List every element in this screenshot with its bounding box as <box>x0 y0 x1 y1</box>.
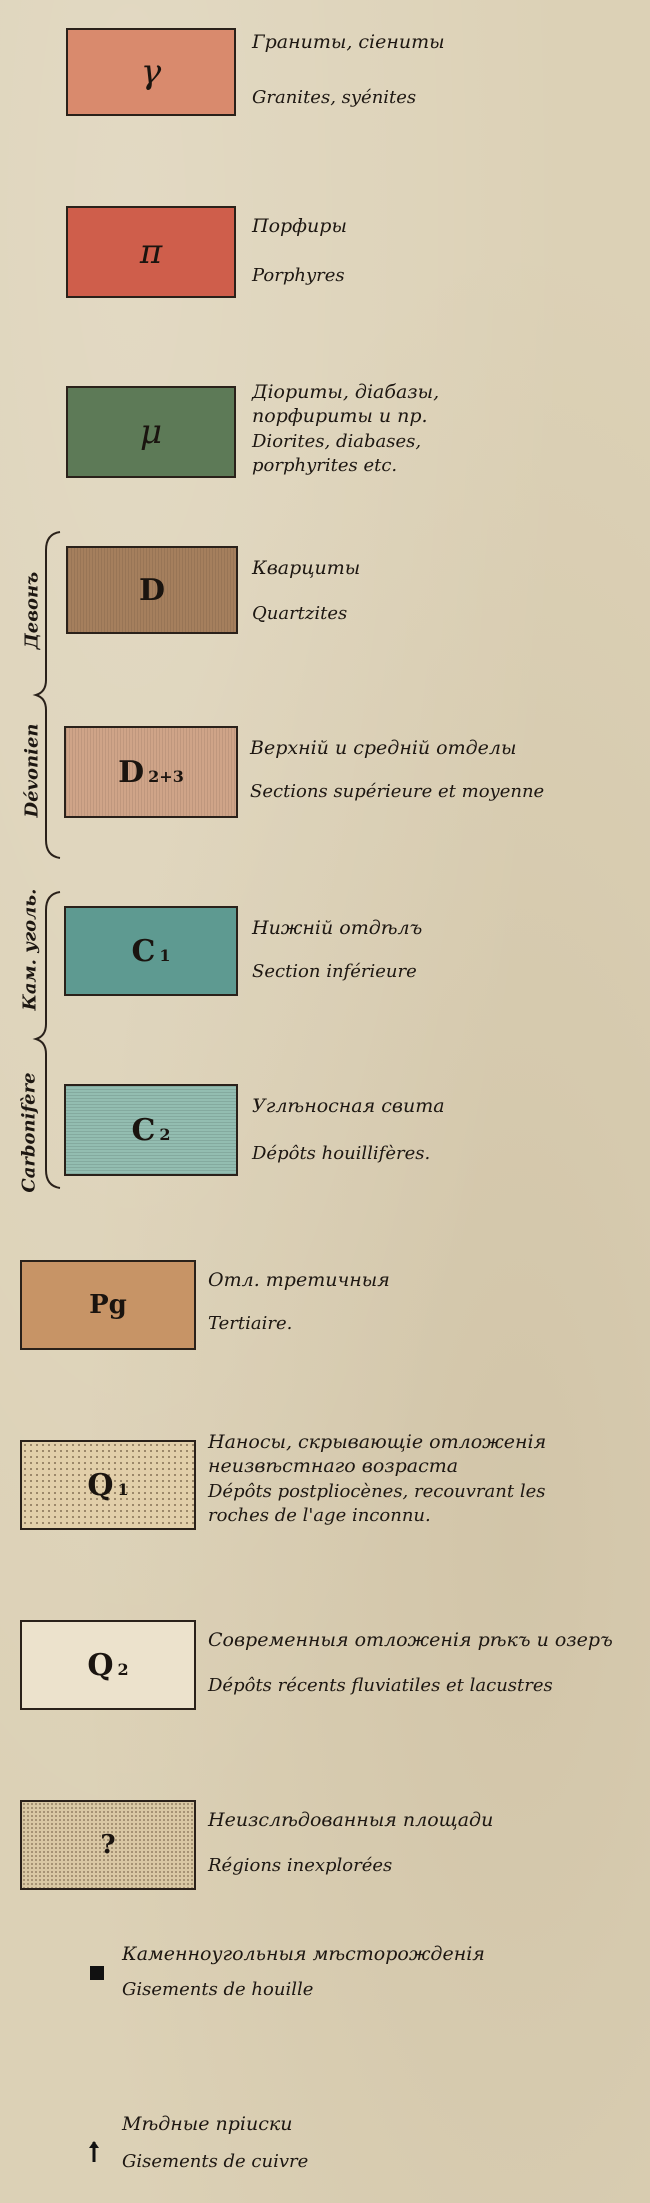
diorite-swatch <box>66 386 236 478</box>
tertiary-swatch <box>20 1260 196 1350</box>
devonian-group-label-fr: Dévonien <box>21 723 43 818</box>
unexplored-label-ru: Неизслѣдованныя площади <box>208 1809 494 1831</box>
tertiary-label-ru: Отл. третичныя <box>208 1269 390 1291</box>
swatch-subscript: 2 <box>117 1659 129 1679</box>
porphyry-label-ru: Порфиры <box>252 215 347 237</box>
recent-deposits-label-ru: Современныя отложенія рѣкъ и озеръ <box>208 1629 613 1651</box>
swatch-subscript: 1 <box>117 1479 129 1499</box>
devonian-brace <box>34 530 64 860</box>
diorite-label-ru: Діориты, діабазы, <box>252 381 440 403</box>
carboniferous-lower-swatch <box>64 906 238 996</box>
carboniferous-group-label-ru: Кам. уголь. <box>19 888 41 1011</box>
swatch-symbol: D <box>138 572 165 608</box>
copper-deposit-label-ru: Мѣдные пріиски <box>122 2113 293 2135</box>
carboniferous-group-label-fr: Carbonifère <box>18 1072 40 1193</box>
devonian-group-label-ru: Девонъ <box>21 571 43 650</box>
swatch-symbol: C <box>131 933 156 969</box>
coal-deposit-label-ru: Каменноугольныя мѣсторожденія <box>122 1943 485 1965</box>
quartzite-label-ru: Кварциты <box>252 557 361 579</box>
swatch-symbol: Pg <box>89 1290 127 1320</box>
porphyry-swatch <box>66 206 236 298</box>
diorite-label-fr: Diorites, diabases, <box>252 431 422 452</box>
postpliocene-label-ru: Наносы, скрывающіе отложенія <box>208 1431 547 1453</box>
swatch-symbol: π <box>139 232 163 272</box>
granite-label-ru: Граниты, сіениты <box>252 31 445 53</box>
diorite-label-fr-2: porphyrites etc. <box>252 455 398 476</box>
postpliocene-label-fr: Dépôts postpliocènes, recouvrant les <box>208 1481 546 1502</box>
coal-deposit-label-fr: Gisements de houille <box>122 1979 314 2000</box>
quartzite-label-fr: Quartzites <box>252 603 348 624</box>
coal-measures-label-fr: Dépôts houillifères. <box>252 1143 431 1164</box>
porphyry-label-fr: Porphyres <box>252 265 345 286</box>
granite-label-fr: Granites, syénites <box>252 87 417 108</box>
coal-measures-swatch <box>64 1084 238 1176</box>
arrow-icon <box>88 2140 100 2164</box>
swatch-symbol: C <box>131 1112 156 1148</box>
diorite-label-ru-2: порфириты и пр. <box>252 405 428 427</box>
carboniferous-brace <box>34 890 64 1190</box>
devonian-upper-middle-label-fr: Sections supérieure et moyenne <box>250 781 545 802</box>
devonian-upper-middle-label-ru: Верхній и средній отделы <box>250 737 517 759</box>
black-square-icon <box>90 1966 104 1980</box>
recent-deposits-label-fr: Dépôts récents fluviatiles et lacustres <box>208 1675 553 1696</box>
carboniferous-lower-label-fr: Section inférieure <box>252 961 417 982</box>
swatch-symbol: γ <box>140 52 162 92</box>
swatch-subscript: 2+3 <box>148 766 184 786</box>
quartzite-swatch <box>66 546 238 634</box>
swatch-symbol: ? <box>100 1830 116 1860</box>
tertiary-label-fr: Tertiaire. <box>208 1313 293 1334</box>
swatch-subscript: 1 <box>159 945 171 965</box>
swatch-subscript: 2 <box>159 1124 171 1144</box>
postpliocene-swatch <box>20 1440 196 1530</box>
postpliocene-label-ru-2: неизвѣстнаго возраста <box>208 1455 459 1477</box>
unexplored-label-fr: Régions inexplorées <box>208 1855 393 1876</box>
swatch-symbol: μ <box>139 412 163 452</box>
postpliocene-label-fr-2: roches de l'age inconnu. <box>208 1505 431 1526</box>
carboniferous-lower-label-ru: Нижній отдѣлъ <box>252 917 423 939</box>
swatch-symbol: Q <box>87 1467 114 1503</box>
granite-swatch <box>66 28 236 116</box>
recent-deposits-swatch <box>20 1620 196 1710</box>
unexplored-swatch <box>20 1800 196 1890</box>
swatch-symbol: D <box>118 754 145 790</box>
copper-deposit-label-fr: Gisements de cuivre <box>122 2151 309 2172</box>
coal-measures-label-ru: Углѣносная свита <box>252 1095 445 1117</box>
devonian-upper-middle-swatch <box>64 726 238 818</box>
swatch-symbol: Q <box>87 1647 114 1683</box>
